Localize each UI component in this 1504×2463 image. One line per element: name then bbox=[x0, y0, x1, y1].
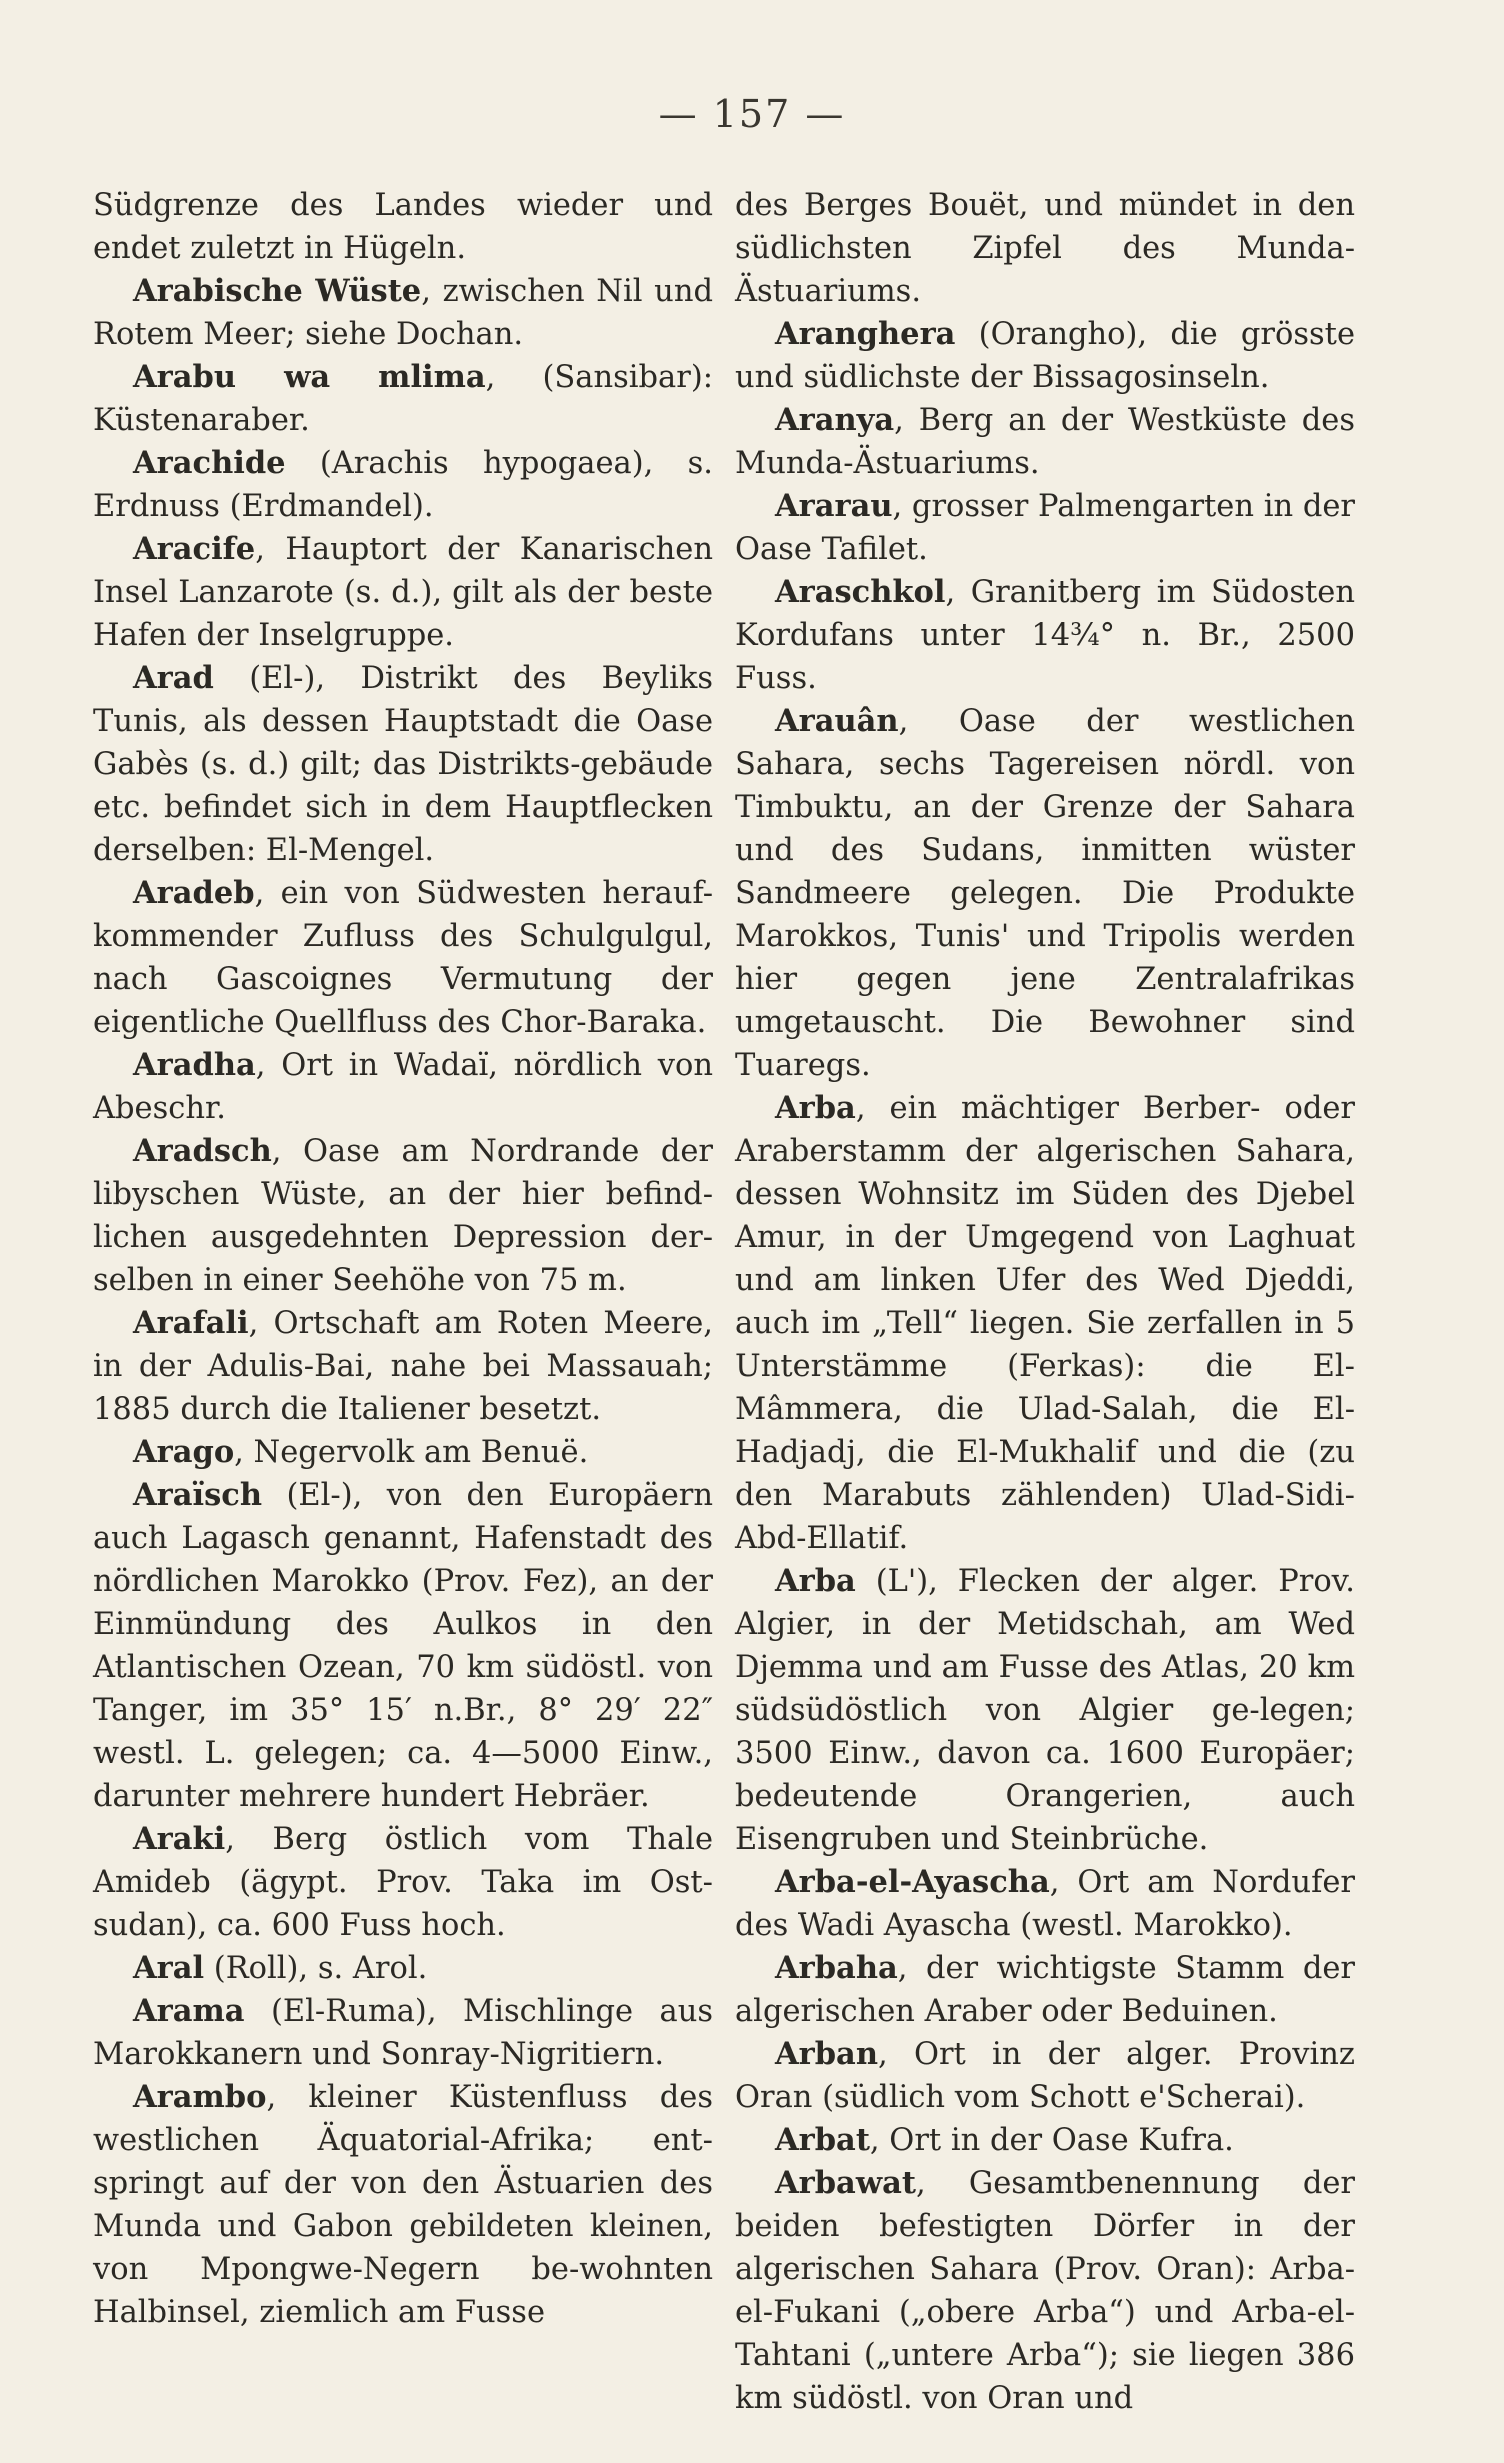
entry-arbat: Arbat, Ort in der Oase Kufra. bbox=[775, 2122, 1234, 2158]
right-column bbox=[735, 184, 1355, 2420]
entry-arafali: Arafali, Ortschaft am Roten Meere, in der Adulis-Bai, nahe bei Massauah; 1885 durch die Italiener besetzt. bbox=[93, 1305, 713, 1427]
headword: Aradha bbox=[133, 1047, 256, 1083]
entry-aracife: Aracife, Hauptort der Kanarischen Insel Lanzarote (s. d.), gilt als der beste Hafen der Inselgruppe. bbox=[93, 531, 713, 653]
entry-araschkol: Araschkol, Granitberg im Südosten Kordufans unter 14¾° n. Br., 2500 Fuss. bbox=[735, 574, 1355, 696]
headword: Arba bbox=[775, 1090, 856, 1126]
headword: Arbaha bbox=[775, 1950, 898, 1986]
left-column bbox=[93, 184, 713, 2334]
page-number: — 157 — bbox=[658, 92, 846, 136]
entry-arba-stamm: Arba, ein mächtiger Berber- oder Araberstamm der algerischen Sahara, dessen Wohnsitz im Süden des Djebel Amur, in der Umgegend von Laghuat und am linken Ufer des Wed Djeddi, auch im „Tell“ liegen. Sie zerfallen in 5 Unterstämme (Ferkas): die El-Mâmmera, die Ulad-Salah, die El-Hadjadj, die El-Mukhalif und die (zu den Marabuts zählenden) Ulad-Sidi-Abd-Ellatif. bbox=[735, 1090, 1355, 1556]
entry-arbaha: Arbaha, der wichtigste Stamm der algerischen Araber oder Beduinen. bbox=[735, 1950, 1355, 2029]
entry-aral: Aral (Roll), s. Arol. bbox=[133, 1950, 428, 1986]
headword: Arad bbox=[133, 660, 214, 696]
headword: Aradsch bbox=[133, 1133, 272, 1169]
entry-aranya: Aranya, Berg an der Westküste des Munda-Ästuariums. bbox=[735, 402, 1355, 481]
entry-aradha: Aradha, Ort in Wadaï, nördlich von Abeschr. bbox=[93, 1047, 713, 1126]
entry-arban: Arban, Ort in der alger. Provinz Oran (südlich vom Schott e'Scherai). bbox=[735, 2036, 1355, 2115]
entry-arad: Arad (El-), Distrikt des Beyliks Tunis, als dessen Hauptstadt die Oase Gabès (s. d.) gilt; das Distrikts-gebäude etc. befindet sich in dem Hauptflecken derselben: El-Mengel. bbox=[93, 660, 713, 868]
entry-arba-flecken: Arba (L'), Flecken der alger. Prov. Algier, in der Metidschah, am Wed Djemma und am Fusse des Atlas, 20 km südsüdöstlich von Algier ge-legen; 3500 Einw., davon ca. 1600 Europäer; bedeutende Orangerien, auch Eisengruben und Steinbrüche. bbox=[735, 1563, 1355, 1857]
headword: Arabu wa mlima bbox=[133, 359, 486, 395]
entry-arba-el-ayascha: Arba-el-Ayascha, Ort am Nordufer des Wadi Ayascha (westl. Marokko). bbox=[735, 1864, 1355, 1943]
entry-aradeb: Aradeb, ein von Südwesten herauf-kommender Zufluss des Schulgulgul, nach Gascoignes Vermutung der eigentliche Quellfluss des Chor-Baraka. bbox=[93, 875, 713, 1040]
headword: Araïsch bbox=[133, 1477, 262, 1513]
headword: Aracife bbox=[133, 531, 256, 567]
headword: Arafali bbox=[133, 1305, 249, 1341]
headword: Arba bbox=[775, 1563, 856, 1599]
entry-ararau: Ararau, grosser Palmengarten in der Oase Tafilet. bbox=[735, 488, 1355, 567]
headword: Arauân bbox=[775, 703, 899, 739]
headword: Ararau bbox=[775, 488, 893, 524]
headword: Aral bbox=[133, 1950, 205, 1986]
entry-araki: Araki, Berg östlich vom Thale Amideb (ägypt. Prov. Taka im Ost-sudan), ca. 600 Fuss hoch. bbox=[93, 1821, 713, 1943]
headword: Arabische Wüste bbox=[133, 273, 422, 309]
entry-arabische-wueste: Arabische Wüste, zwischen Nil und Rotem Meer; siehe Dochan. bbox=[93, 273, 713, 352]
entry-aranghera: Aranghera (Orangho), die grösste und südlichste der Bissagosinseln. bbox=[735, 316, 1355, 395]
headword: Arambo bbox=[133, 2079, 267, 2115]
entry-arachide: Arachide (Arachis hypogaea), s. Erdnuss (Erdmandel). bbox=[93, 445, 713, 524]
entry-continuation: Südgrenze des Landes wieder und endet zuletzt in Hügeln. bbox=[93, 188, 713, 266]
headword: Araschkol bbox=[775, 574, 946, 610]
headword: Arbat bbox=[775, 2122, 870, 2158]
entry-araisch: Araïsch (El-), von den Europäern auch Lagasch genannt, Hafenstadt des nördlichen Marokko (Prov. Fez), an der Einmündung des Aulkos in den Atlantischen Ozean, 70 km südöstl. von Tanger, im 35° 15′ n.Br., 8° 29′ 22″ westl. L. gelegen; ca. 4—5000 Einw., darunter mehrere hundert Hebräer. bbox=[93, 1477, 713, 1814]
headword: Arban bbox=[775, 2036, 878, 2072]
headword: Arama bbox=[133, 1993, 245, 2029]
headword: Arago bbox=[133, 1434, 235, 1470]
headword: Aranghera bbox=[775, 316, 956, 352]
headword: Arachide bbox=[133, 445, 286, 481]
entry-arbawat: Arbawat, Gesamtbenennung der beiden befestigten Dörfer in der algerischen Sahara (Prov. Oran): Arba-el-Fukani („obere Arba“) und Arba-el-Tahtani („untere Arba“); sie liegen 386 km südöstl. von Oran und bbox=[735, 2165, 1355, 2416]
entry-arambo: Arambo, kleiner Küstenfluss des westlichen Äquatorial-Afrika; ent-springt auf der von den Ästuarien des Munda und Gabon gebildeten kleinen, von Mpongwe-Negern be-wohnten Halbinsel, ziemlich am Fusse bbox=[93, 2079, 713, 2330]
entry-arago: Arago, Negervolk am Benuë. bbox=[133, 1434, 589, 1470]
headword: Araki bbox=[133, 1821, 226, 1857]
headword: Aranya bbox=[775, 402, 895, 438]
entry-arauan: Arauân, Oase der westlichen Sahara, sechs Tagereisen nördl. von Timbuktu, an der Grenze der Sahara und des Sudans, inmitten wüster Sandmeere gelegen. Die Produkte Marokkos, Tunis' und Tripolis werden hier gegen jene Zentralafrikas umgetauscht. Die Bewohner sind Tuaregs. bbox=[735, 703, 1355, 1083]
headword: Aradeb bbox=[133, 875, 255, 911]
headword: Arba-el-Ayascha bbox=[775, 1864, 1050, 1900]
entry-aradsch: Aradsch, Oase am Nordrande der libyschen Wüste, an der hier befind-lichen ausgedehnten Depression der-selben in einer Seehöhe von 75 m. bbox=[93, 1133, 713, 1298]
entry-arama: Arama (El-Ruma), Mischlinge aus Marokkanern und Sonray-Nigritiern. bbox=[93, 1993, 713, 2072]
headword: Arbawat bbox=[775, 2165, 916, 2201]
entry-arabu-wa-mlima: Arabu wa mlima, (Sansibar): Küstenaraber. bbox=[93, 359, 713, 438]
entry-continuation: des Berges Bouët, und mündet in den südlichsten Zipfel des Munda-Ästuariums. bbox=[735, 188, 1355, 309]
